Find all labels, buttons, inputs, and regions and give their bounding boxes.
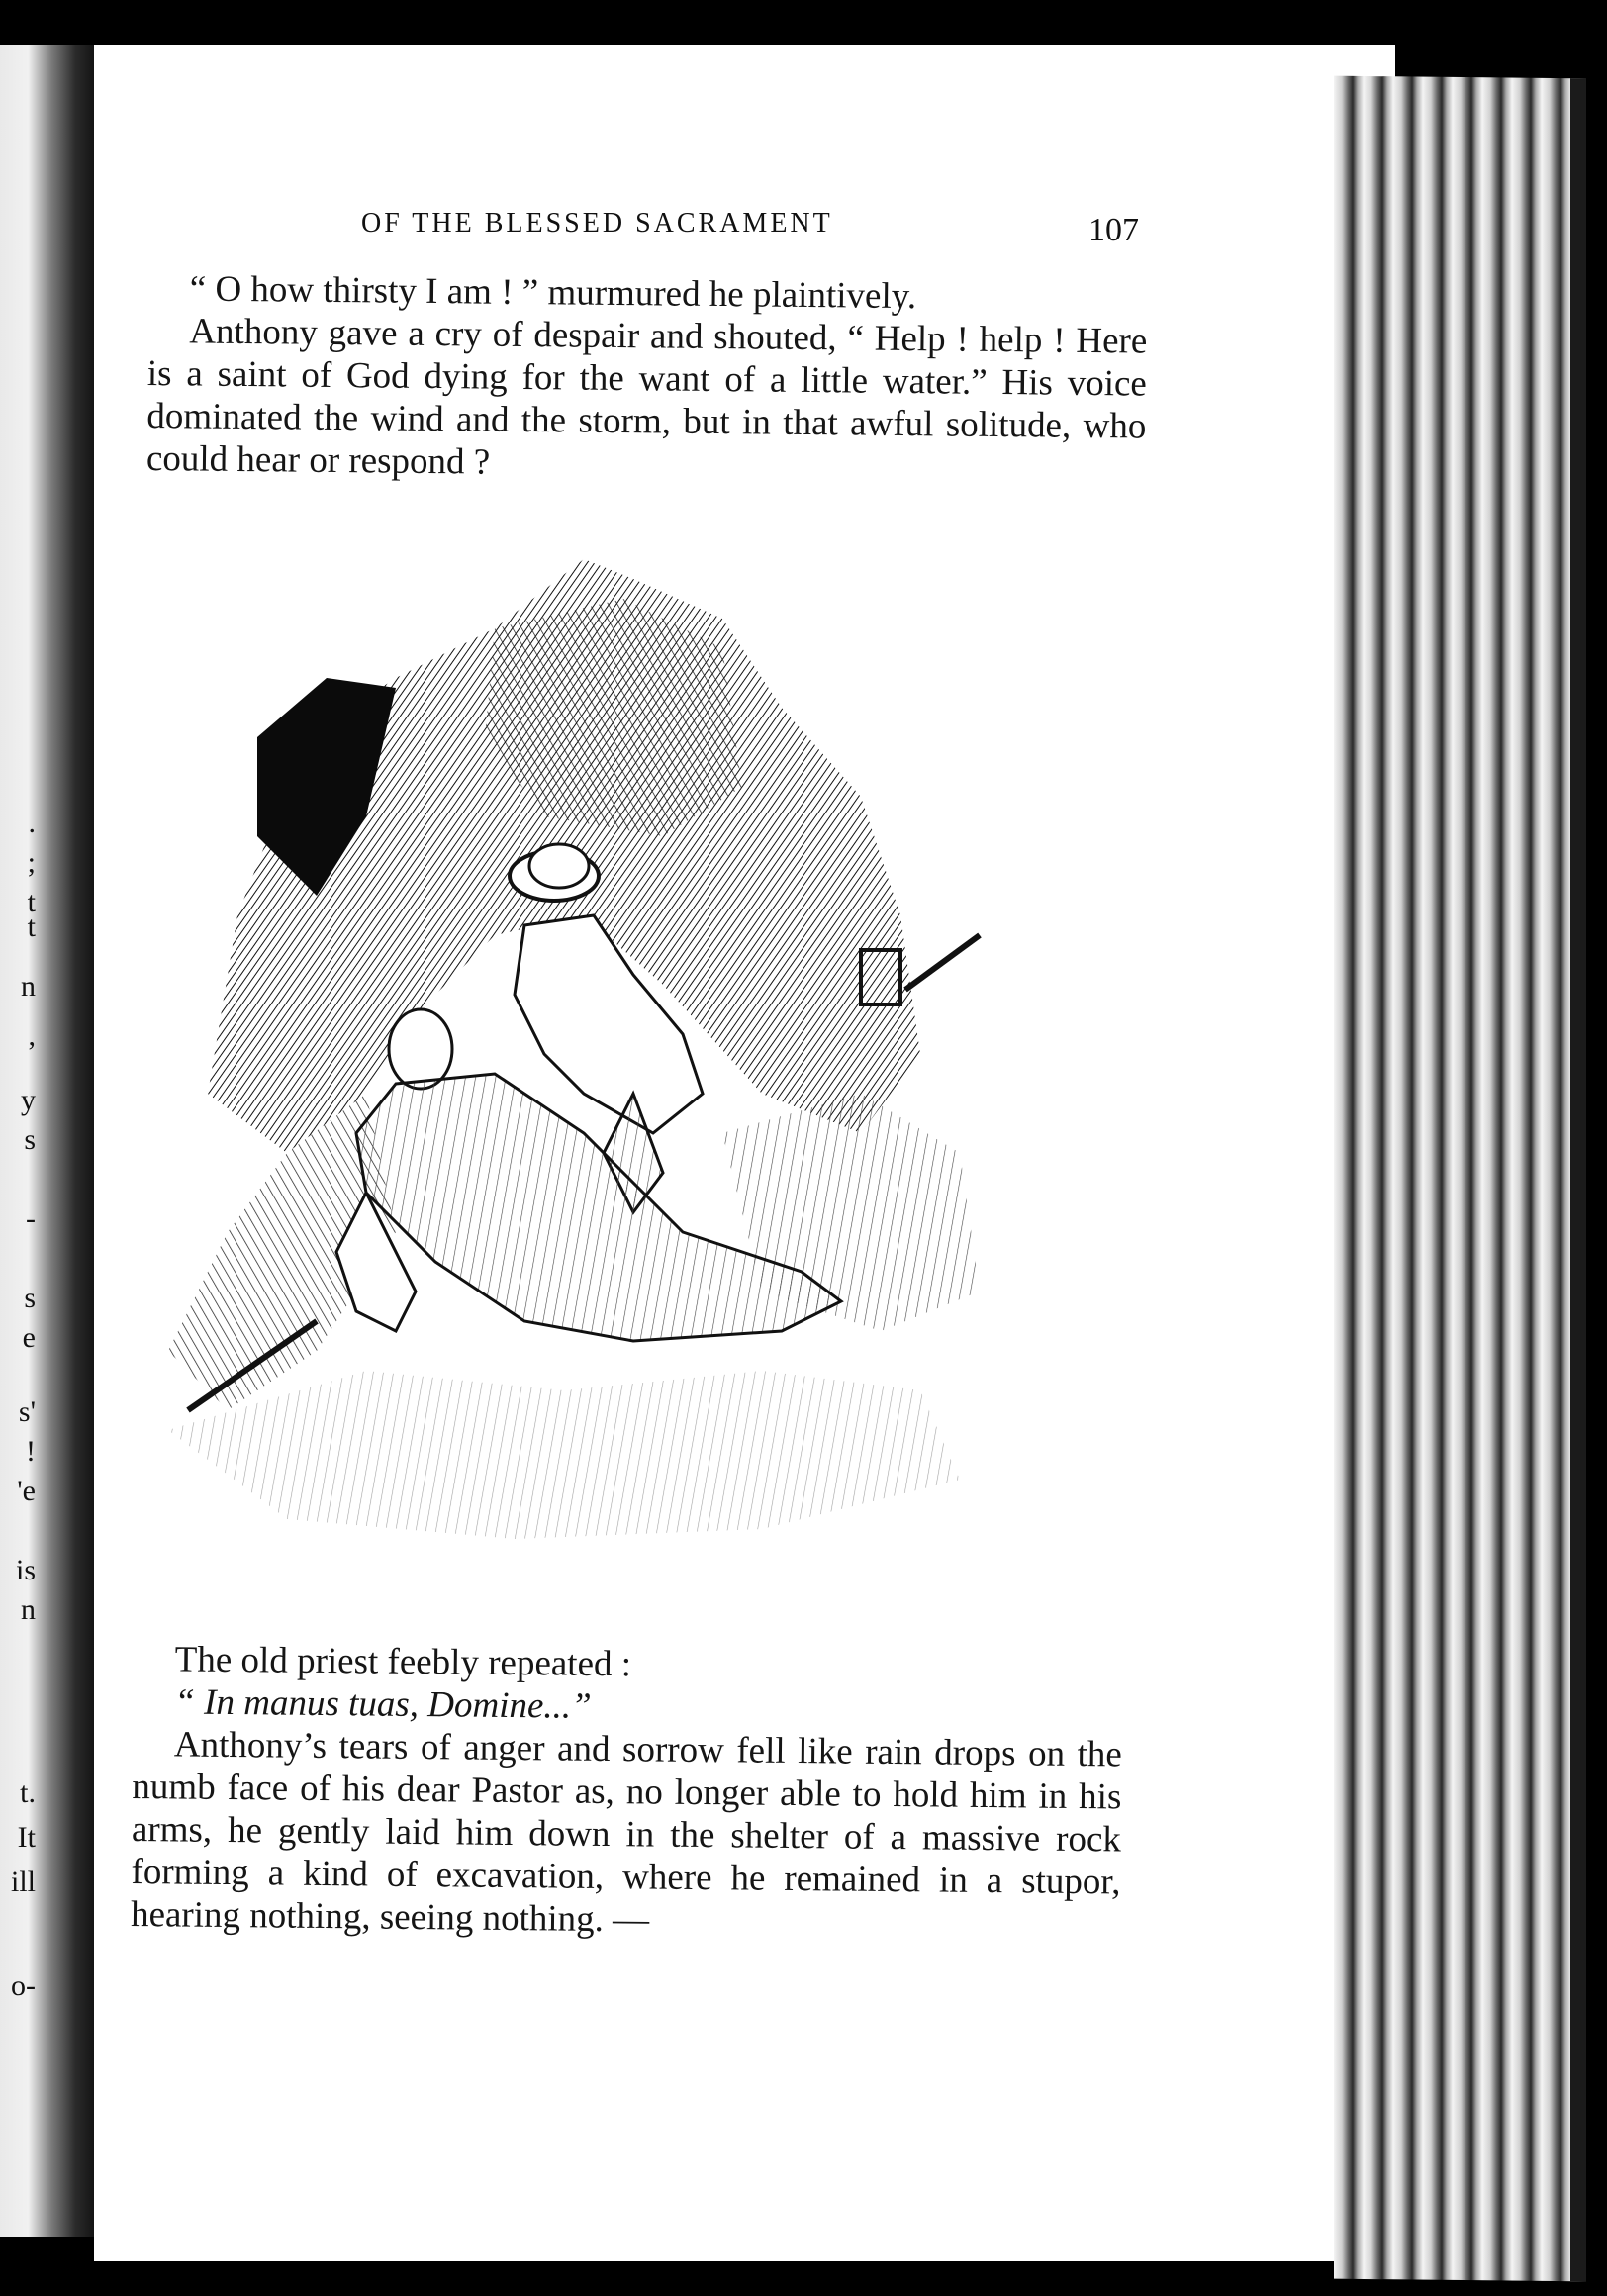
left-page-margin-text [0, 45, 40, 2237]
margin-fragment: It [17, 1821, 36, 1854]
margin-fragment: t. [20, 1776, 36, 1809]
left-page-edge [0, 45, 94, 2237]
margin-fragment: n [21, 1593, 36, 1626]
margin-fragment: t [27, 886, 36, 918]
staff-icon [905, 935, 980, 990]
margin-fragment: is [15, 1554, 36, 1586]
hat-crown [529, 844, 589, 888]
margin-fragment: s [24, 1282, 36, 1314]
cave-illustration [168, 539, 1108, 1608]
margin-fragment: ! [26, 1435, 36, 1468]
margin-fragment: o- [11, 1969, 36, 2002]
margin-fragment: - [26, 1202, 36, 1235]
margin-fragment: y [21, 1084, 36, 1116]
latin-quote: “ In manus tuas, Domine...” [174, 1681, 592, 1727]
engraving-image [168, 539, 1108, 1608]
margin-fragment: ; [27, 846, 36, 879]
margin-fragment: ill [10, 1866, 36, 1898]
running-header: OF THE BLESSED SACRAMENT [361, 208, 833, 239]
margin-fragment: 'e [17, 1475, 36, 1507]
ground [168, 1371, 960, 1539]
paragraph: Anthony’s tears of anger and sorrow fell like rain drops on the numb face of his dear Pastor as, no longer able to hold him in his arms, he gently laid him down in the shelter of a massive rock forming a kind of excavation, where he remained in a stupor, hearing nothing, seeing nothing. — [130, 1724, 1123, 1941]
top-text-block [146, 267, 1148, 491]
margin-fragment: . [28, 807, 36, 839]
bottom-text-block [131, 1638, 1123, 1946]
margin-fragment: e [22, 1321, 36, 1354]
paragraph: “ O how thirsty I am ! ” murmured he plaintively. [189, 268, 917, 318]
paragraph: The old priest feebly repeated : [174, 1639, 632, 1685]
margin-fragment: s' [18, 1395, 36, 1428]
priest-head [389, 1009, 452, 1089]
paragraph: Anthony gave a cry of despair and shouted, “ Help ! help ! Here is a saint of God dying for the want of a little water.” His voice dominated the wind and the storm, but in that awful solitude, who could hear or respond ? [145, 311, 1148, 483]
margin-fragment: n [21, 970, 36, 1003]
margin-fragment: t [27, 910, 36, 943]
margin-fragment: , [28, 1019, 36, 1052]
margin-fragment: s [24, 1123, 36, 1156]
page-number: 107 [1088, 212, 1139, 248]
book-page-edges [1334, 76, 1586, 2282]
